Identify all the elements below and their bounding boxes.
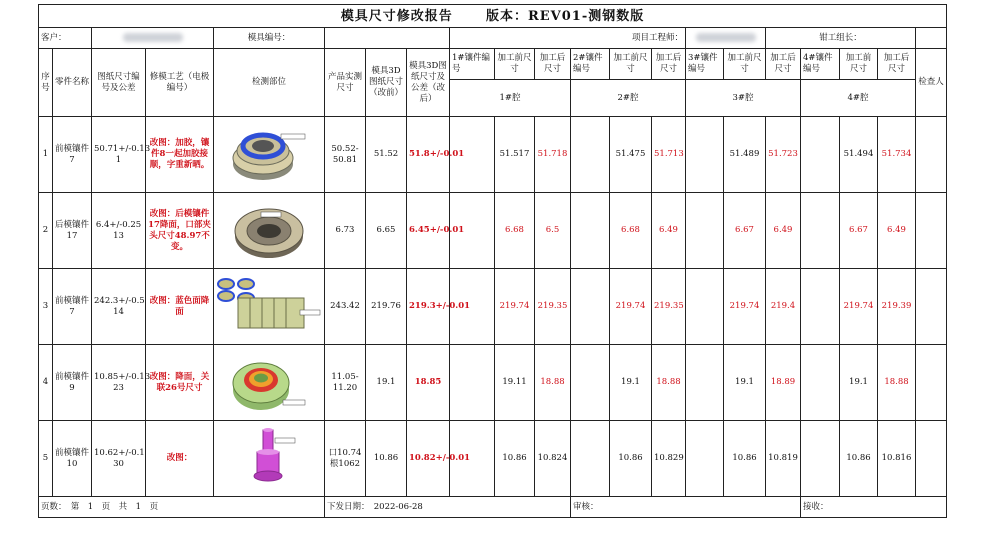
row-post-4: 10.816 (878, 421, 916, 497)
row-inspector (916, 117, 947, 193)
row-process: 改图：加胶，镶件8一起加胶接顺，字重新晒。 (146, 117, 214, 193)
row-post-1: 219.35 (535, 269, 571, 345)
report-table (38, 4, 947, 518)
row-post-3: 18.89 (766, 345, 801, 421)
row-pre-4: 219.74 (840, 269, 878, 345)
row-post-1: 18.88 (535, 345, 571, 421)
row-after: 51.8+/-0.01 (407, 117, 450, 193)
row-inspector (916, 193, 947, 269)
header-inspect-area: 检测部位 (214, 49, 325, 117)
header-cavity-1: 1#腔 (450, 80, 571, 117)
header-seq: 序号 (39, 49, 53, 117)
mold-no-label: 模具编号： (214, 28, 325, 49)
row-post-3: 219.4 (766, 269, 801, 345)
header-post-3: 加工后尺寸 (766, 49, 801, 80)
header-drawing: 图纸尺寸编号及公差 (92, 49, 146, 117)
row-process: 改图： (146, 421, 214, 497)
row-before: 6.65 (366, 193, 407, 269)
header-product-measured: 产品实测尺寸 (325, 49, 366, 117)
row-insert-2 (571, 193, 610, 269)
title-text: 模具尺寸修改报告 (340, 8, 453, 24)
cylinder-insert-drawing (216, 274, 322, 340)
row-after: 219.3+/-0.01 (407, 269, 450, 345)
info-row (39, 28, 947, 49)
row-after: 6.45+/-0.01 (407, 193, 450, 269)
customer-value (92, 28, 214, 49)
row-post-2: 18.88 (652, 345, 686, 421)
row-post-1: 10.824 (535, 421, 571, 497)
row-seq: 1 (39, 117, 53, 193)
row-pre-4: 10.86 (840, 421, 878, 497)
row-insert-4 (801, 345, 840, 421)
row-insert-2 (571, 269, 610, 345)
row-pre-2: 219.74 (610, 269, 652, 345)
row-pre-4: 51.494 (840, 117, 878, 193)
header-insert-no-1: 1#镶件编号 (450, 49, 495, 80)
row-post-4: 219.39 (878, 269, 916, 345)
row-insert-4 (801, 117, 840, 193)
footer-issue-date: 下发日期： 2022-06-28 (325, 497, 571, 518)
row-measured: 11.05-11.20 (325, 345, 366, 421)
row-drawing: 6.4+/-0.25 13 (92, 193, 146, 269)
row-insert-3 (686, 421, 724, 497)
row-seq: 4 (39, 345, 53, 421)
row-pre-1: 51.517 (495, 117, 535, 193)
table-row (39, 193, 947, 269)
row-seq: 5 (39, 421, 53, 497)
header-after: 模具3D图纸尺寸及公差（改后） (407, 49, 450, 117)
row-insert-1 (450, 345, 495, 421)
row-insert-4 (801, 269, 840, 345)
version-text: 版本：REV01-测钢数版 (485, 8, 645, 24)
row-process: 改图：蓝色面降面 (146, 269, 214, 345)
footer-row (39, 497, 947, 518)
row-pre-3: 6.67 (724, 193, 766, 269)
row-seq: 3 (39, 269, 53, 345)
header-pre-1: 加工前尺寸 (495, 49, 535, 80)
row-part: 前模镶件9 (53, 345, 92, 421)
report-sheet (38, 4, 946, 518)
row-post-4: 51.734 (878, 117, 916, 193)
row-inspect-image (214, 345, 325, 421)
footer-receive: 接收： (801, 497, 947, 518)
row-pre-2: 10.86 (610, 421, 652, 497)
fitter-value (916, 28, 947, 49)
header-before: 模具3D图纸尺寸（改前） (366, 49, 407, 117)
header-insert-no-2: 2#镶件编号 (571, 49, 610, 80)
row-drawing: 10.62+/-0.1 30 (92, 421, 146, 497)
report-title (39, 5, 947, 28)
header-cavity-3: 3#腔 (686, 80, 801, 117)
header-inspector: 检查人 (916, 49, 947, 117)
table-row (39, 345, 947, 421)
row-drawing: 50.71+/-0.13 1 (92, 117, 146, 193)
header-pre-3: 加工前尺寸 (724, 49, 766, 80)
pin-insert-drawing (239, 426, 299, 492)
row-post-3: 10.819 (766, 421, 801, 497)
row-part: 前模镶件10 (53, 421, 92, 497)
row-part: 后模镶件17 (53, 193, 92, 269)
row-insert-3 (686, 193, 724, 269)
row-insert-2 (571, 421, 610, 497)
row-insert-3 (686, 345, 724, 421)
mold-no-value (325, 28, 450, 49)
redacted-engineer (696, 33, 756, 42)
row-pre-3: 51.489 (724, 117, 766, 193)
row-pre-1: 19.11 (495, 345, 535, 421)
row-measured: 口10.74 根1062 (325, 421, 366, 497)
header-post-2: 加工后尺寸 (652, 49, 686, 80)
header-post-4: 加工后尺寸 (878, 49, 916, 80)
header-pre-2: 加工前尺寸 (610, 49, 652, 80)
row-pre-4: 6.67 (840, 193, 878, 269)
row-inspector (916, 269, 947, 345)
row-seq: 2 (39, 193, 53, 269)
customer-label: 客户： (39, 28, 92, 49)
row-post-2: 51.713 (652, 117, 686, 193)
header-post-1: 加工后尺寸 (535, 49, 571, 80)
green-insert-drawing (229, 350, 309, 416)
header-insert-no-4: 4#镶件编号 (801, 49, 840, 80)
row-before: 219.76 (366, 269, 407, 345)
ring-insert-drawing (229, 124, 309, 186)
header-cavity-2: 2#腔 (571, 80, 686, 117)
table-row (39, 269, 947, 345)
footer-review: 审核： (571, 497, 801, 518)
row-measured: 243.42 (325, 269, 366, 345)
fitter-label: 钳工组长： (766, 28, 916, 49)
row-drawing: 242.3+/-0.5 14 (92, 269, 146, 345)
row-post-1: 51.718 (535, 117, 571, 193)
footer-pages: 页数： 第 1 页 共 1 页 (39, 497, 325, 518)
row-part: 前模镶件7 (53, 269, 92, 345)
row-pre-3: 10.86 (724, 421, 766, 497)
row-drawing: 10.85+/-0.13 23 (92, 345, 146, 421)
row-process: 改图：后模镶件17降面，口部夹头尺寸48.97不变。 (146, 193, 214, 269)
row-post-1: 6.5 (535, 193, 571, 269)
row-insert-4 (801, 421, 840, 497)
row-insert-2 (571, 117, 610, 193)
header-process: 修模工艺（电极编号） (146, 49, 214, 117)
row-before: 51.52 (366, 117, 407, 193)
row-inspect-image (214, 421, 325, 497)
row-post-3: 51.723 (766, 117, 801, 193)
row-post-4: 6.49 (878, 193, 916, 269)
header-insert-no-3: 3#镶件编号 (686, 49, 724, 80)
row-pre-1: 10.86 (495, 421, 535, 497)
row-pre-3: 19.1 (724, 345, 766, 421)
row-insert-3 (686, 117, 724, 193)
row-before: 19.1 (366, 345, 407, 421)
row-pre-2: 19.1 (610, 345, 652, 421)
row-inspector (916, 421, 947, 497)
row-insert-4 (801, 193, 840, 269)
table-row (39, 421, 947, 497)
row-process: 改图：降面，关联26号尺寸 (146, 345, 214, 421)
row-inspect-image (214, 193, 325, 269)
row-insert-2 (571, 345, 610, 421)
table-row (39, 117, 947, 193)
row-post-4: 18.88 (878, 345, 916, 421)
row-pre-1: 6.68 (495, 193, 535, 269)
row-insert-3 (686, 269, 724, 345)
row-post-2: 10.829 (652, 421, 686, 497)
row-post-3: 6.49 (766, 193, 801, 269)
row-part: 前模镶件7 (53, 117, 92, 193)
header-cavity-4: 4#腔 (801, 80, 916, 117)
header-pre-4: 加工前尺寸 (840, 49, 878, 80)
row-inspect-image (214, 117, 325, 193)
row-pre-1: 219.74 (495, 269, 535, 345)
row-post-2: 6.49 (652, 193, 686, 269)
disc-insert-drawing (229, 200, 309, 262)
row-pre-2: 6.68 (610, 193, 652, 269)
row-post-2: 219.35 (652, 269, 686, 345)
row-inspect-image (214, 269, 325, 345)
row-pre-3: 219.74 (724, 269, 766, 345)
row-pre-4: 19.1 (840, 345, 878, 421)
row-measured: 6.73 (325, 193, 366, 269)
row-after: 18.85 (407, 345, 450, 421)
redacted-customer (123, 33, 183, 42)
row-measured: 50.52-50.81 (325, 117, 366, 193)
engineer-label: 项目工程师： (450, 28, 686, 49)
engineer-value (686, 28, 766, 49)
row-inspector (916, 345, 947, 421)
row-after: 10.82+/-0.01 (407, 421, 450, 497)
header-part: 零件名称 (53, 49, 92, 117)
row-pre-2: 51.475 (610, 117, 652, 193)
row-before: 10.86 (366, 421, 407, 497)
